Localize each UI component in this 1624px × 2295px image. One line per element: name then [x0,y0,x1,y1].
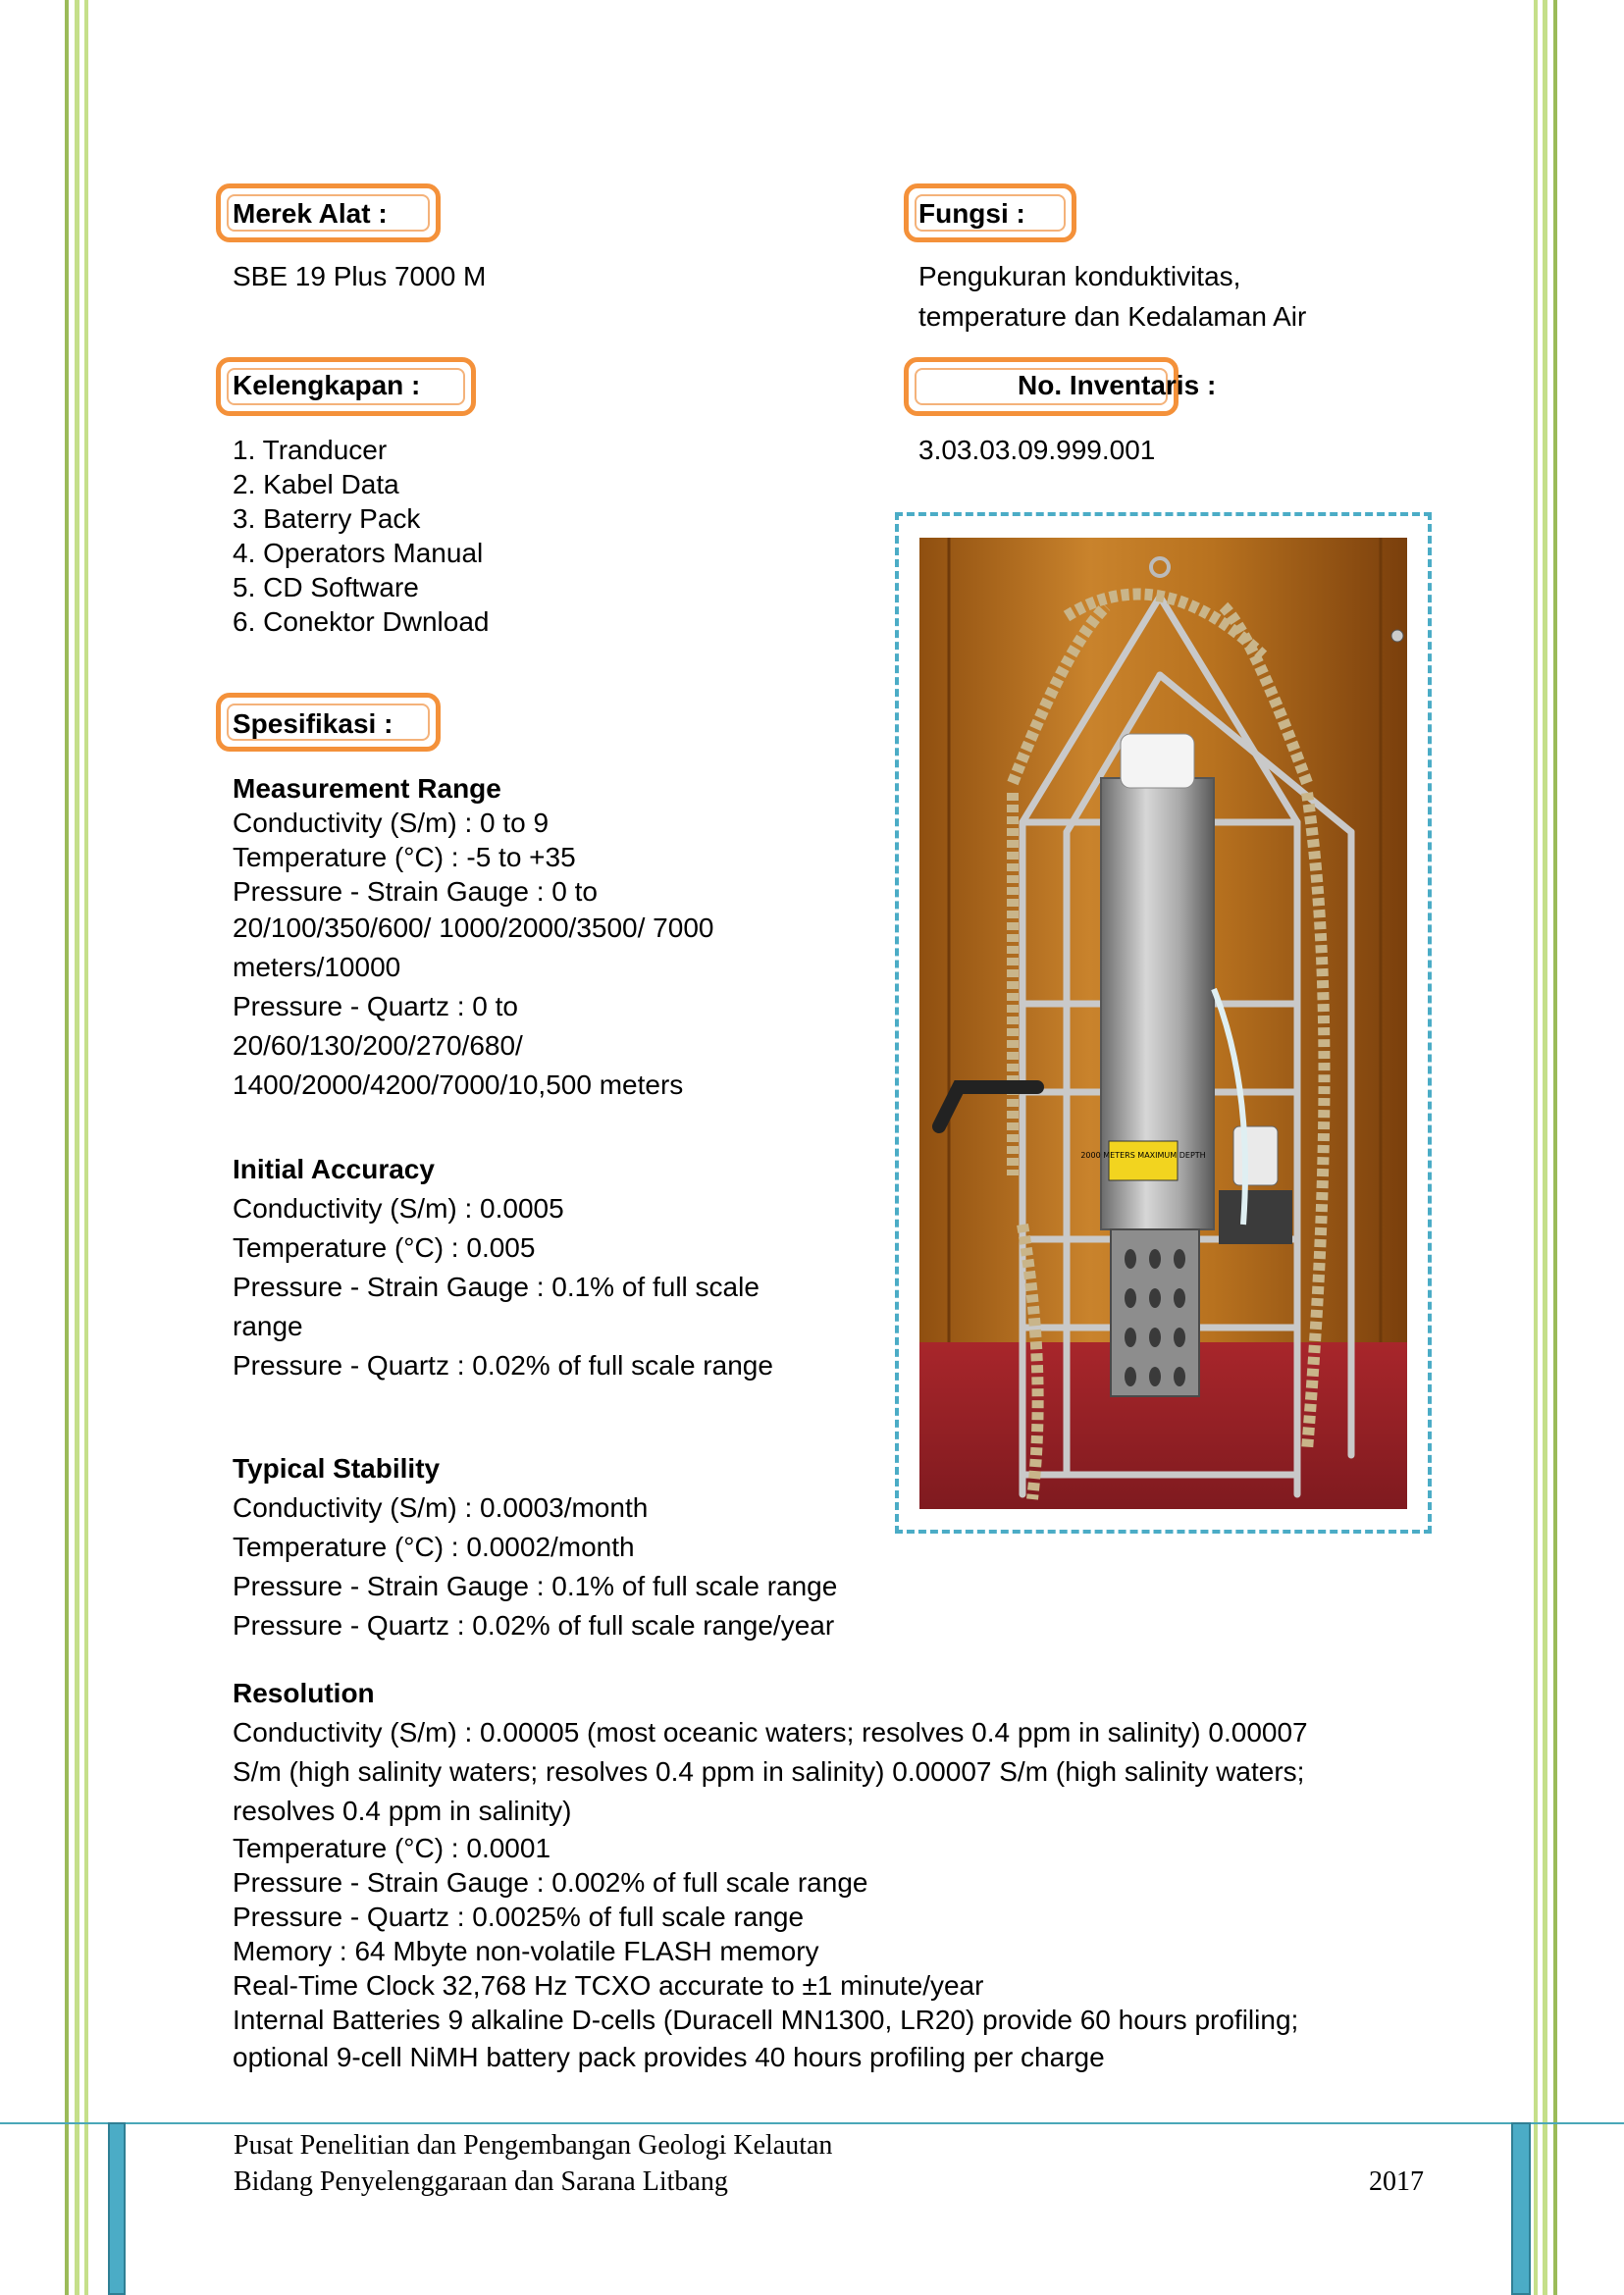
spec-line: Conductivity (S/m) : 0.00005 (most oceanic waters; resolves 0.4 ppm in salinity) 0.00007 [233,1717,1308,1747]
spec-line: 20/60/130/200/270/680/ [233,1030,523,1061]
initial-accuracy-section [233,1150,773,1385]
footer-institution: Pusat Penelitian dan Pengembangan Geologi Kelautan [234,2130,833,2161]
footer-year: 2017 [1369,2166,1424,2197]
border-line-right [1543,0,1547,2295]
list-item: 4. Operators Manual [233,538,484,568]
spec-line: optional 9-cell NiMH battery pack provides 40 hours profiling per charge [233,2042,1105,2072]
merek-label: Merek Alat : [233,198,388,229]
ctd-instrument-image [919,538,1407,1509]
spec-line: Memory : 64 Mbyte non-volatile FLASH memory [233,1936,819,1966]
section-title: Measurement Range [233,773,501,804]
border-line-left [75,0,79,2295]
spec-line: range [233,1311,303,1341]
kelengkapan-label: Kelengkapan : [233,370,421,400]
spec-line: Temperature (°C) : 0.005 [233,1232,536,1263]
footer-bar-right [1511,2122,1531,2295]
spec-line: resolves 0.4 ppm in salinity) [233,1796,572,1826]
measurement-range-section [233,771,713,1105]
border-line-left [65,0,69,2295]
fungsi-line: Pengukuran konduktivitas, [918,261,1241,291]
border-line-left [84,0,88,2295]
spec-line: 1400/2000/4200/7000/10,500 meters [233,1069,684,1100]
spec-line: Temperature (°C) : 0.0001 [233,1833,551,1863]
spec-line: S/m (high salinity waters; resolves 0.4 ppm in salinity) 0.00007 S/m (high salinity waters; [233,1756,1305,1787]
instrument-photo [919,538,1407,1509]
spec-line: Conductivity (S/m) : 0.0005 [233,1193,564,1224]
spec-line: Temperature (°C) : 0.0002/month [233,1532,635,1562]
border-line-right [1553,0,1557,2295]
list-item: 2. Kabel Data [233,469,399,499]
footer-division: Bidang Penyelenggaraan dan Sarana Litbang [234,2166,728,2197]
footer-bar-left [108,2122,126,2295]
spec-line: Pressure - Quartz : 0.02% of full scale range [233,1350,773,1381]
spec-line: Pressure - Strain Gauge : 0.1% of full scale [233,1272,760,1302]
spec-line: Temperature (°C) : -5 to +35 [233,842,576,872]
inventaris-value: 3.03.03.09.999.001 [918,435,1156,465]
section-title: Resolution [233,1678,375,1708]
spesifikasi-label: Spesifikasi : [233,708,393,739]
spec-line: 20/100/350/600/ 1000/2000/3500/ 7000 [233,913,714,943]
spec-line: Pressure - Strain Gauge : 0.1% of full scale range [233,1571,838,1601]
fungsi-line: temperature dan Kedalaman Air [918,301,1307,332]
spec-line: Pressure - Quartz : 0.0025% of full scale range [233,1902,805,1932]
spec-line: Real-Time Clock 32,768 Hz TCXO accurate to ±1 minute/year [233,1970,984,2001]
inventaris-label: No. Inventaris : [1018,370,1217,400]
spec-line: Pressure - Strain Gauge : 0 to [233,876,598,907]
spec-line: Pressure - Quartz : 0.02% of full scale range/year [233,1610,835,1641]
footer-divider [0,2122,1624,2124]
kelengkapan-list [233,433,489,639]
typical-stability-section [233,1449,837,1645]
list-item: 1. Tranducer [233,435,388,465]
fungsi-label: Fungsi : [918,198,1025,229]
spec-line: Internal Batteries 9 alkaline D-cells (Duracell MN1300, LR20) provide 60 hours profiling; [233,2005,1299,2035]
section-title: Typical Stability [233,1453,441,1484]
sticker-text: 2000 METERS MAXIMUM DEPTH [1080,1151,1206,1160]
section-title: Initial Accuracy [233,1154,435,1184]
spec-line: Conductivity (S/m) : 0.0003/month [233,1492,649,1523]
list-item: 5. CD Software [233,572,419,602]
list-item: 6. Conektor Dwnload [233,606,490,637]
list-item: 3. Baterry Pack [233,503,421,534]
spec-line: Conductivity (S/m) : 0 to 9 [233,808,550,838]
merek-value: SBE 19 Plus 7000 M [233,261,487,291]
border-line-right [1534,0,1538,2295]
spec-line: Pressure - Strain Gauge : 0.002% of full scale range [233,1867,868,1898]
spec-line: Pressure - Quartz : 0 to [233,991,518,1021]
spec-line: meters/10000 [233,952,401,982]
resolution-section [233,1674,1308,2077]
